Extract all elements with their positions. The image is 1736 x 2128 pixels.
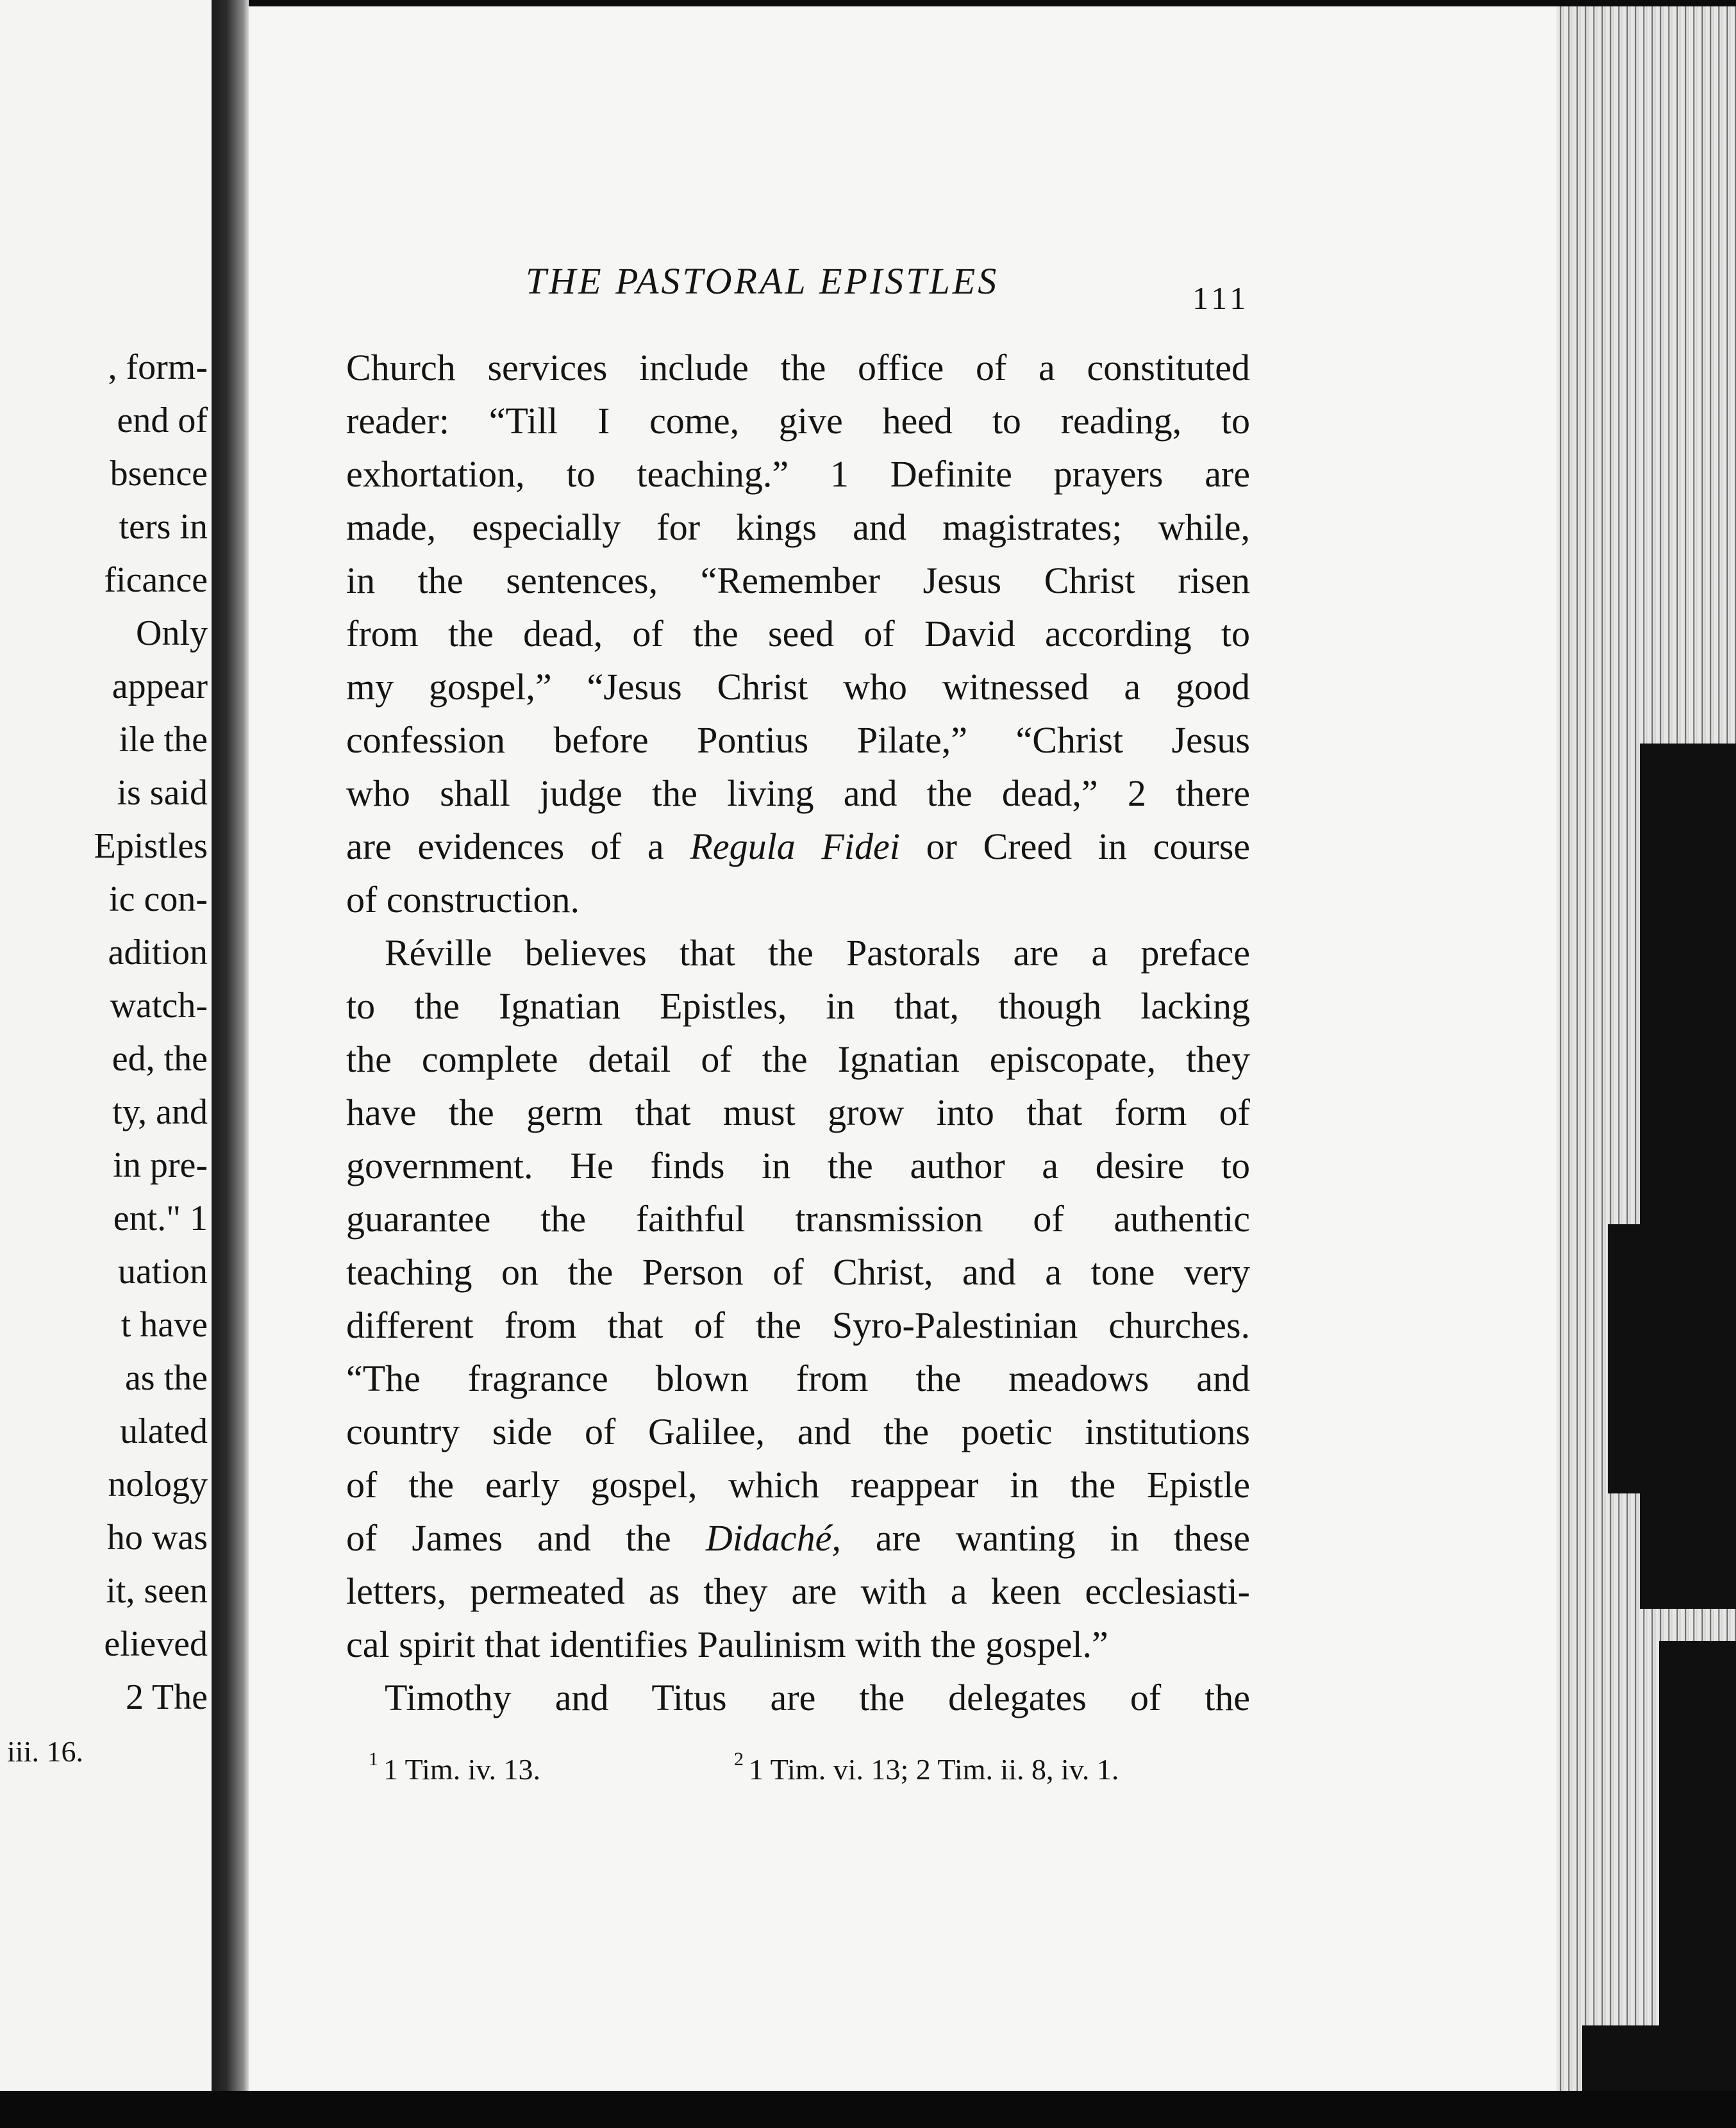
text-line: teaching on the Person of Christ, and a tone very [346, 1251, 1250, 1293]
facing-page-fragment: uation [118, 1252, 208, 1292]
text-segment: of James and the [346, 1517, 671, 1559]
text-line: have the germ that must grow into that form of [346, 1092, 1250, 1133]
text-line: “The fragrance blown from the meadows and [346, 1358, 1250, 1399]
text-line: exhortation, to teaching.” 1 Definite prayers are [346, 453, 1250, 495]
footnotes [369, 1750, 1215, 1788]
italic-term: Didaché, [705, 1517, 841, 1559]
text-line: made, especially for kings and magistrates; while, [346, 506, 1250, 548]
text-line: Timothy and Titus are the delegates of the [385, 1677, 1250, 1718]
facing-page-fragment: as the [124, 1358, 208, 1398]
text-segment: are wanting in these [875, 1517, 1250, 1559]
text-line: confession before Pontius Pilate,” “Christ Jesus [346, 719, 1250, 761]
facing-page-fragment: ed, the [112, 1039, 208, 1079]
facing-page-fragment: ficance [104, 560, 208, 600]
facing-page-fragment: adition [108, 933, 208, 972]
text-line: Church services include the office of a constituted [346, 347, 1250, 388]
running-title: THE PASTORAL EPISTLES [526, 260, 999, 302]
facing-page-fragment: Epistles [94, 826, 208, 866]
facing-page-fragment: Only [136, 613, 208, 653]
text-line: the complete detail of the Ignatian episcopate, they [346, 1038, 1250, 1080]
text-line: government. He finds in the author a desire to [346, 1145, 1250, 1186]
facing-page-fragment: appear [112, 667, 208, 706]
facing-page-fragment: end of [117, 401, 208, 440]
text-line: to the Ignatian Epistles, in that, though lacking [346, 985, 1250, 1027]
facing-page-fragment: it, seen [106, 1571, 208, 1611]
facing-page-fragment: ho was [106, 1518, 208, 1558]
page-stack-edge [1557, 6, 1736, 2091]
text-line: of construction. [346, 879, 580, 920]
text-segment: are evidences of a [346, 826, 664, 867]
text-line: Réville believes that the Pastorals are a preface [385, 932, 1250, 974]
text-line: reader: “Till I come, give heed to reading, to [346, 400, 1250, 442]
facing-page-fragment: elieved [104, 1624, 208, 1664]
facing-page-fragment: ters in [119, 507, 208, 547]
text-line: letters, permeated as they are with a keen ecclesiasti- [346, 1570, 1250, 1612]
facing-page-fragment: bsence [110, 454, 208, 494]
facing-page-fragment: ent." 1 [113, 1199, 208, 1238]
italic-term: Regula Fidei [690, 826, 900, 867]
text-line: in the sentences, “Remember Jesus Christ risen [346, 560, 1250, 601]
footnote-text: 1 Tim. vi. 13; 2 Tim. ii. 8, iv. 1. [749, 1753, 1119, 1786]
text-line [346, 828, 1250, 865]
facing-page-fragment: ulated [120, 1411, 208, 1451]
page-number: 111 [1192, 280, 1250, 316]
facing-page-fragment: t have [121, 1305, 208, 1345]
facing-page-left [0, 0, 212, 2091]
text-line: of the early gospel, which reappear in the Epistle [346, 1464, 1250, 1506]
footnote-2 [734, 1750, 1119, 1784]
facing-page-fragment: is said [117, 773, 208, 813]
text-line: cal spirit that identifies Paulinism with the gospel.” [346, 1624, 1108, 1665]
facing-page-fragment: ty, and [112, 1092, 208, 1132]
facing-page-fragment: nology [108, 1465, 208, 1504]
text-line: my gospel,” “Jesus Christ who witnessed a good [346, 666, 1250, 708]
facing-page-fragment: ile the [119, 720, 208, 760]
text-line [346, 1517, 1250, 1559]
scan-border [0, 2091, 1736, 2128]
book-gutter [212, 0, 249, 2091]
text-line: guarantee the faithful transmission of authentic [346, 1198, 1250, 1240]
footnote-marker: 2 [734, 1749, 744, 1770]
facing-page-fragment: 2 The [125, 1677, 208, 1717]
footnote-text: 1 Tim. iv. 13. [383, 1753, 541, 1786]
text-line: different from that of the Syro-Palestinian churches. [346, 1304, 1250, 1346]
facing-page-fragment: in pre- [113, 1145, 208, 1185]
facing-page-fragment: watch- [110, 986, 208, 1026]
text-segment: or Creed in course [926, 826, 1251, 867]
facing-page-fragment: ic con- [109, 879, 208, 919]
text-line: from the dead, of the seed of David according to [346, 613, 1250, 654]
text-line: who shall judge the living and the dead,” 2 there [346, 772, 1250, 814]
text-line: country side of Galilee, and the poetic institutions [346, 1411, 1250, 1452]
facing-page-fragment: , form- [108, 347, 208, 387]
footnote-1 [369, 1750, 540, 1784]
footnote-marker: 1 [369, 1749, 378, 1770]
facing-page-fragment: iii. 16. [7, 1735, 83, 1768]
